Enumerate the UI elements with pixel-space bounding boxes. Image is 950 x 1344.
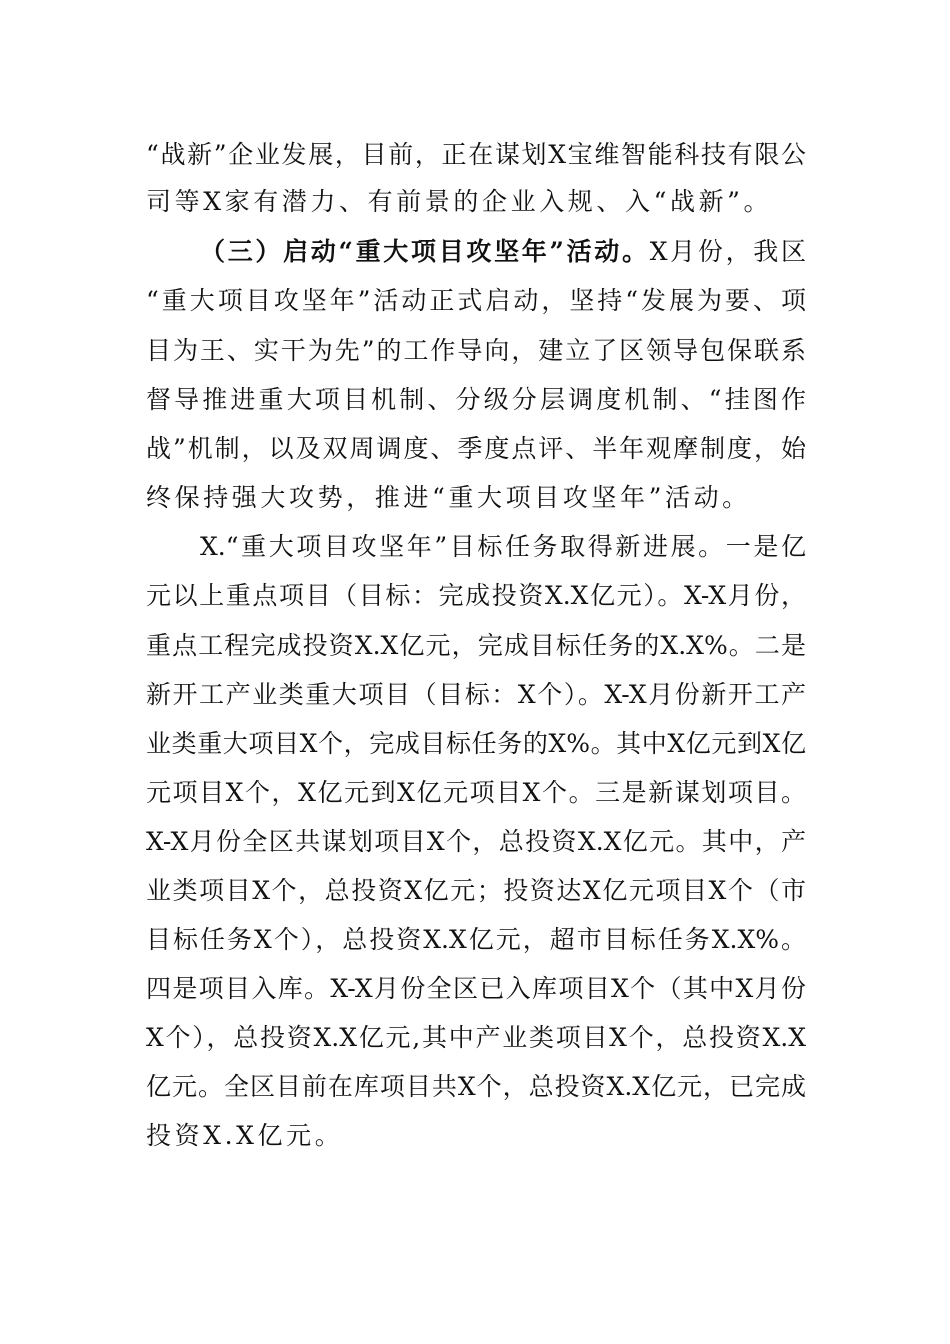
paragraph-2-line-5: 战”机制，以及双周调度、季度点评、半年观摩制度，始 xyxy=(146,434,806,463)
paragraph-3-line-11: X个），总投资X.X亿元,其中产业类项目X个，总投资X.X xyxy=(146,1023,806,1052)
paragraph-1-line-2: 司等X家有潜力、有前景的企业入规、入“战新”。 xyxy=(146,187,773,216)
paragraph-3-line-7: X-X月份全区共谋划项目X个，总投资X.X亿元。其中，产 xyxy=(146,827,806,856)
paragraph-2-line-6: 终保持强大攻势，推进“重大项目攻坚年”活动。 xyxy=(146,483,751,512)
paragraph-3-line-5: 业类重大项目X个，完成目标任务的X%。其中X亿元到X亿 xyxy=(146,729,806,758)
paragraph-3-line-8: 业类项目X个，总投资X亿元；投资达X亿元项目X个（市 xyxy=(146,876,806,905)
paragraph-3-line-10: 四是项目入库。X-X月份全区已入库项目X个（其中X月份 xyxy=(146,974,806,1003)
paragraph-3-line-9: 目标任务X个），总投资X.X亿元，超市目标任务X.X%。 xyxy=(146,925,806,954)
paragraph-3-line-1: X.“重大项目攻坚年”目标任务取得新进展。一是亿 xyxy=(200,532,806,561)
paragraph-2-line-1-rest: X月份，我区 xyxy=(649,237,806,266)
paragraph-3-line-3: 重点工程完成投资X.X亿元，完成目标任务的X.X%。二是 xyxy=(146,631,806,660)
paragraph-3-line-13: 投资X.X亿元。 xyxy=(146,1121,344,1150)
paragraph-2-line-4: 督导推进重大项目机制、分级分层调度机制、“挂图作 xyxy=(146,385,806,414)
paragraph-2-line-2: “重大项目攻坚年”活动正式启动，坚持“发展为要、项 xyxy=(146,286,806,315)
paragraph-3-line-6: 元项目X个，X亿元到X亿元项目X个。三是新谋划项目。 xyxy=(146,778,806,807)
section-heading: （三）启动“重大项目攻坚年”活动。 xyxy=(200,237,650,266)
paragraph-2-line-3: 目为王、实干为先”的工作导向，建立了区领导包保联系 xyxy=(146,336,806,365)
paragraph-3-line-4: 新开工产业类重大项目（目标：X个）。X-X月份新开工产 xyxy=(146,680,806,709)
paragraph-3-line-12: 亿元。全区目前在库项目共X个，总投资X.X亿元，已完成 xyxy=(146,1072,806,1101)
paragraph-2-line-1 xyxy=(200,232,806,272)
paragraph-3-line-2: 元以上重点项目（目标：完成投资X.X亿元）。X-X月份， xyxy=(146,581,806,610)
paragraph-1-line-1: “战新”企业发展，目前，正在谋划X宝维智能科技有限公 xyxy=(146,140,806,169)
